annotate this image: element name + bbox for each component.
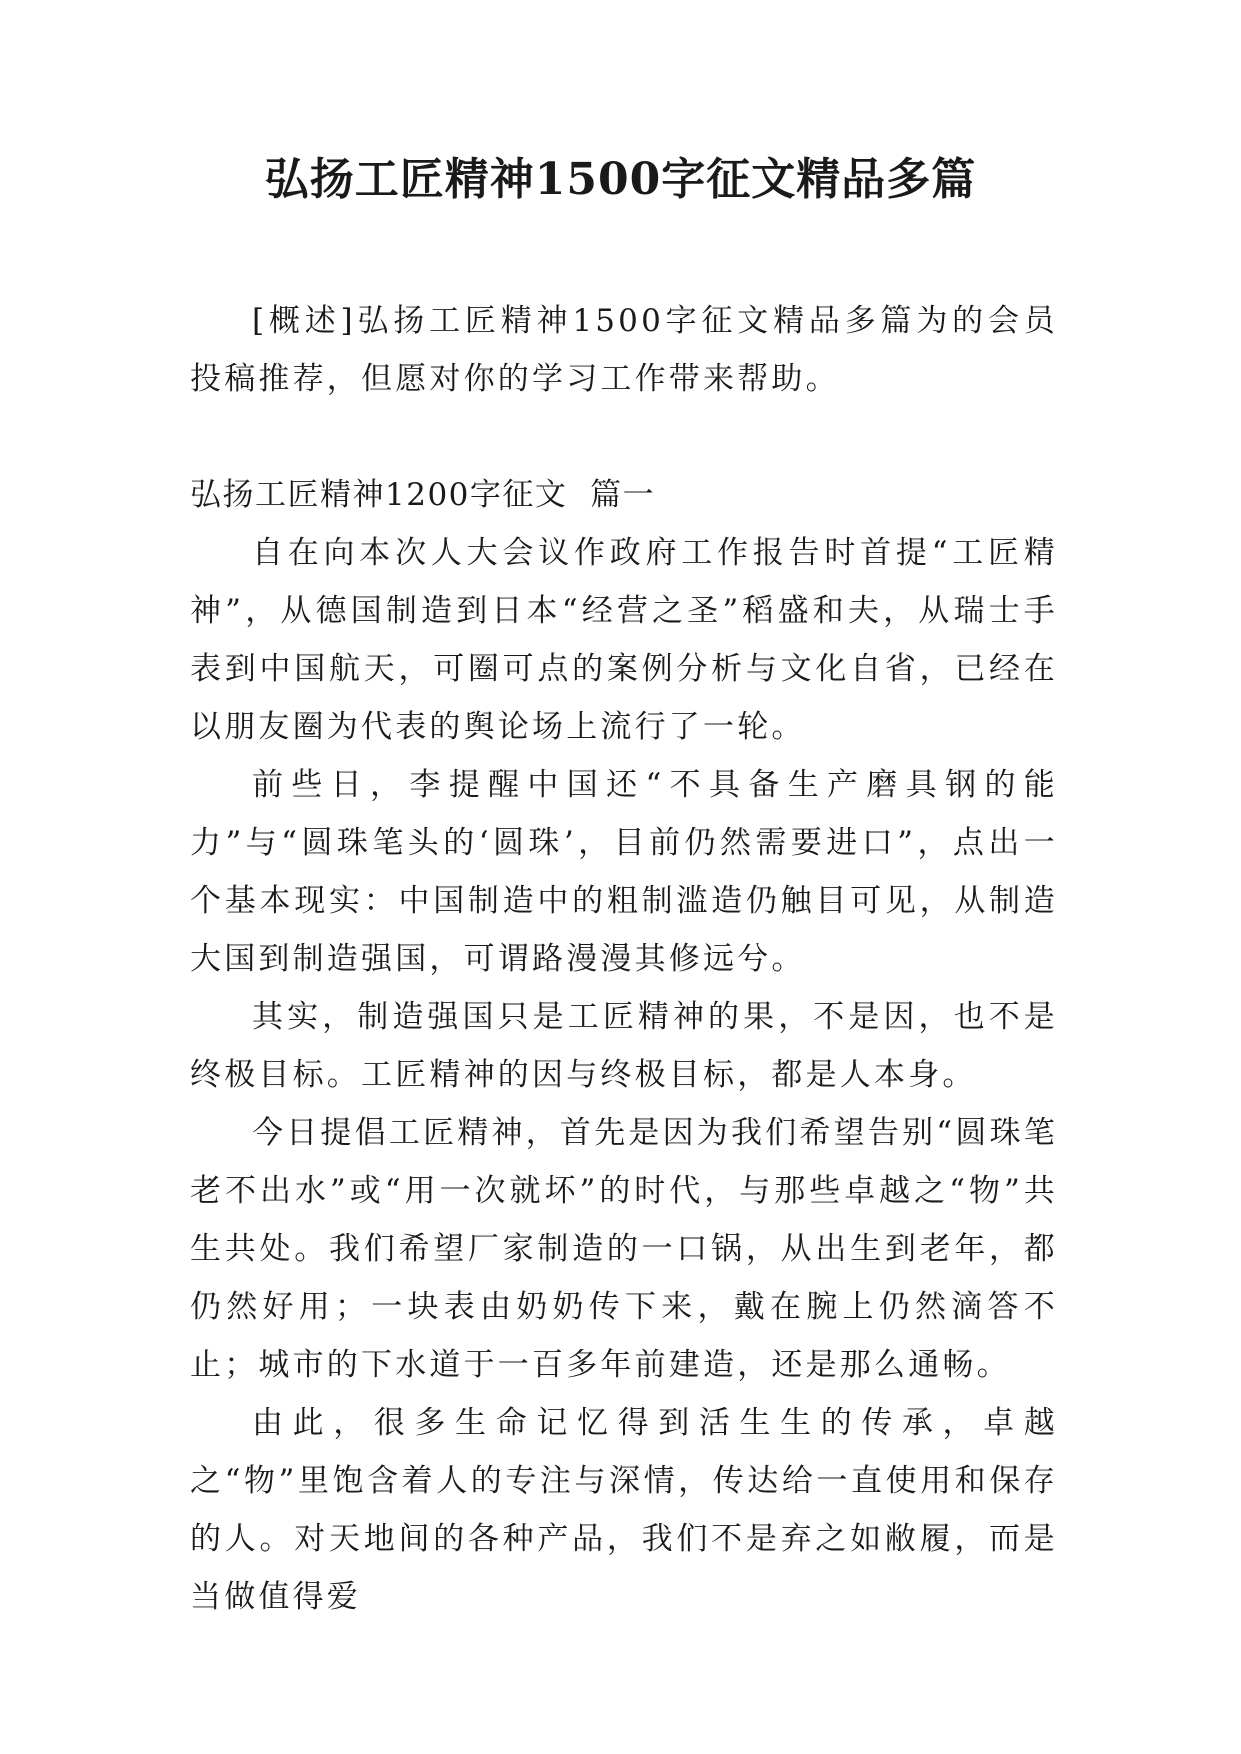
body-paragraph: 其实，制造强国只是工匠精神的果，不是因，也不是终极目标。工匠精神的因与终极目标，都是人本身。 <box>190 999 1058 1093</box>
document-body <box>190 292 1058 1626</box>
body-paragraph: 自在向本次人大会议作政府工作报告时首提“工匠精神”，从德国制造到日本“经营之圣”稻盛和夫，从瑞士手表到中国航天，可圈可点的案例分析与文化自省，已经在以朋友圈为代表的舆论场上流行了一轮。 <box>190 535 1058 745</box>
summary-paragraph: [概述]弘扬工匠精神1500字征文精品多篇为的会员投稿推荐，但愿对你的学习工作带来帮助。 <box>190 303 1058 397</box>
body-paragraph: 由此，很多生命记忆得到活生生的传承，卓越之“物”里饱含着人的专注与深情，传达给一直使用和保存的人。对天地间的各种产品，我们不是弃之如敝履，而是当做值得爱 <box>190 1405 1058 1615</box>
body-paragraph: 今日提倡工匠精神，首先是因为我们希望告别“圆珠笔老不出水”或“用一次就坏”的时代，与那些卓越之“物”共生共处。我们希望厂家制造的一口锅，从出生到老年，都仍然好用；一块表由奶奶传下来，戴在腕上仍然滴答不止；城市的下水道于一百多年前建造，还是那么通畅。 <box>190 1115 1058 1383</box>
section-heading: 弘扬工匠精神1200字征文 篇一 <box>190 477 656 513</box>
body-paragraph: 前些日，李提醒中国还“不具备生产磨具钢的能力”与“圆珠笔头的‘圆珠’，目前仍然需要进口”，点出一个基本现实：中国制造中的粗制滥造仍触目可见，从制造大国到制造强国，可谓路漫漫其修远兮。 <box>190 767 1058 977</box>
document-title: 弘扬工匠精神1500字征文精品多篇 <box>264 154 977 205</box>
